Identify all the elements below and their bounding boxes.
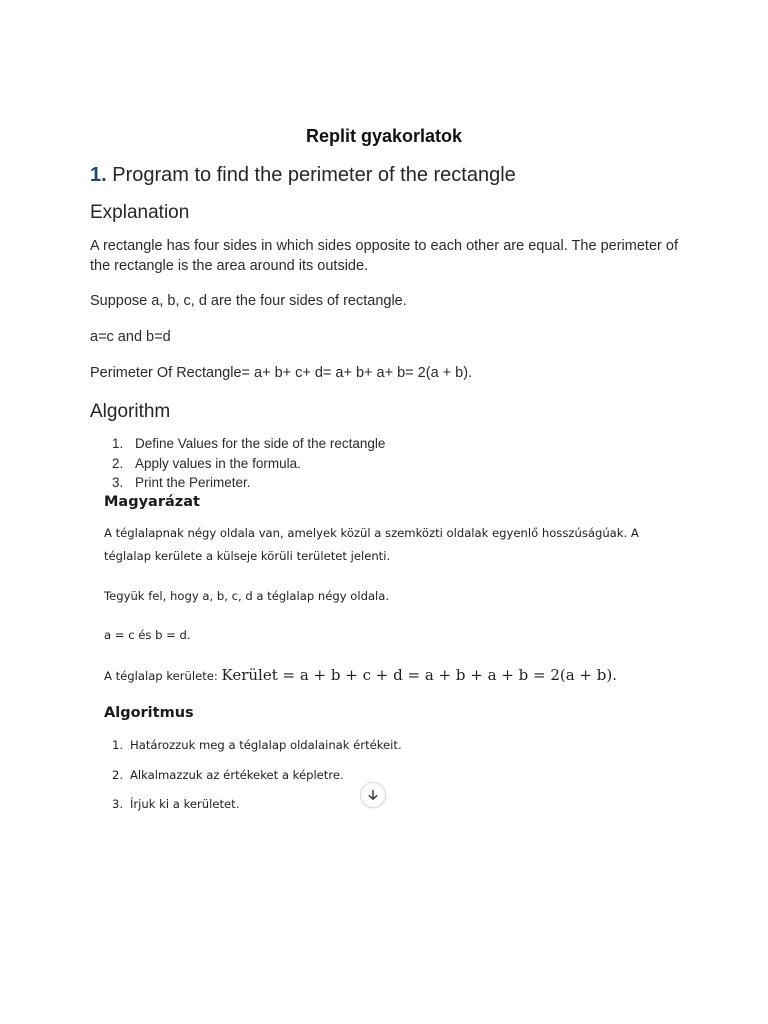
algorithm-item-text: Define Values for the side of the rectangle — [135, 436, 386, 451]
hu-paragraph-3: a = c és b = d. — [104, 628, 191, 642]
algorithm-item — [112, 434, 385, 454]
algorithm-item-number: 2. — [112, 455, 124, 471]
scroll-down-button[interactable] — [360, 782, 386, 808]
hu-list-item-text: Írjuk ki a kerületet. — [130, 797, 240, 811]
algorithm-item-number: 3. — [112, 475, 124, 490]
section-heading — [90, 164, 690, 187]
hu-list-item-number: 3. — [112, 797, 124, 811]
algorithm-item — [112, 454, 385, 474]
explanation-paragraph-3: a=c and b=d — [90, 329, 171, 345]
algoritmus-heading: Algoritmus — [104, 705, 194, 721]
algorithm-item-text: Apply values in the formula. — [135, 455, 301, 471]
hu-list-item-number: 1. — [112, 738, 124, 752]
hu-list-item-text: Alkalmazzuk az értékeket a képletre. — [130, 767, 344, 782]
algorithm-item-text: Print the Perimeter. — [135, 475, 251, 490]
hu-list-item — [112, 766, 402, 796]
hu-perimeter-line — [104, 666, 617, 684]
section-number: 1. — [90, 164, 107, 186]
hu-paragraph-1: A téglalapnak négy oldala van, amelyek közül a szemközti oldalak egyenlő hosszúságúak. A téglalap kerülete a külseje körüli területet jelenti. — [104, 526, 639, 563]
hu-list-item-number: 2. — [112, 767, 124, 782]
hu-list-item-text: Határozzuk meg a téglalap oldalainak értékeit. — [130, 738, 402, 752]
hu-paragraph-2: Tegyük fel, hogy a, b, c, d a téglalap négy oldala. — [104, 589, 390, 603]
document-title: Replit gyakorlatok — [305, 126, 463, 146]
algorithm-item — [112, 473, 385, 493]
hu-perimeter-formula: Kerület = a + b + c + d = a + b + a + b = 2(a + b). — [221, 666, 617, 684]
magyarazat-heading: Magyarázat — [104, 494, 200, 510]
hu-perimeter-label: A téglalap kerülete: — [104, 669, 218, 683]
arrow-down-icon — [367, 789, 379, 801]
explanation-paragraph-2: Suppose a, b, c, d are the four sides of rectangle. — [90, 293, 407, 309]
algorithm-heading: Algorithm — [90, 401, 171, 422]
algorithm-item-number: 1. — [112, 436, 124, 451]
section-title: Program to find the perimeter of the rectangle — [112, 164, 516, 186]
explanation-paragraph-4: Perimeter Of Rectangle= a+ b+ c+ d= a+ b+ a+ b= 2(a + b). — [90, 365, 473, 381]
hu-algorithm-list — [112, 736, 402, 825]
hu-list-item — [112, 736, 402, 766]
hu-list-item — [112, 795, 402, 825]
explanation-heading: Explanation — [90, 202, 190, 223]
algorithm-list — [112, 434, 385, 493]
explanation-paragraph-1: A rectangle has four sides in which sides opposite to each other are equal. The perimeter of the rectangle is the area around its outside. — [90, 238, 678, 274]
